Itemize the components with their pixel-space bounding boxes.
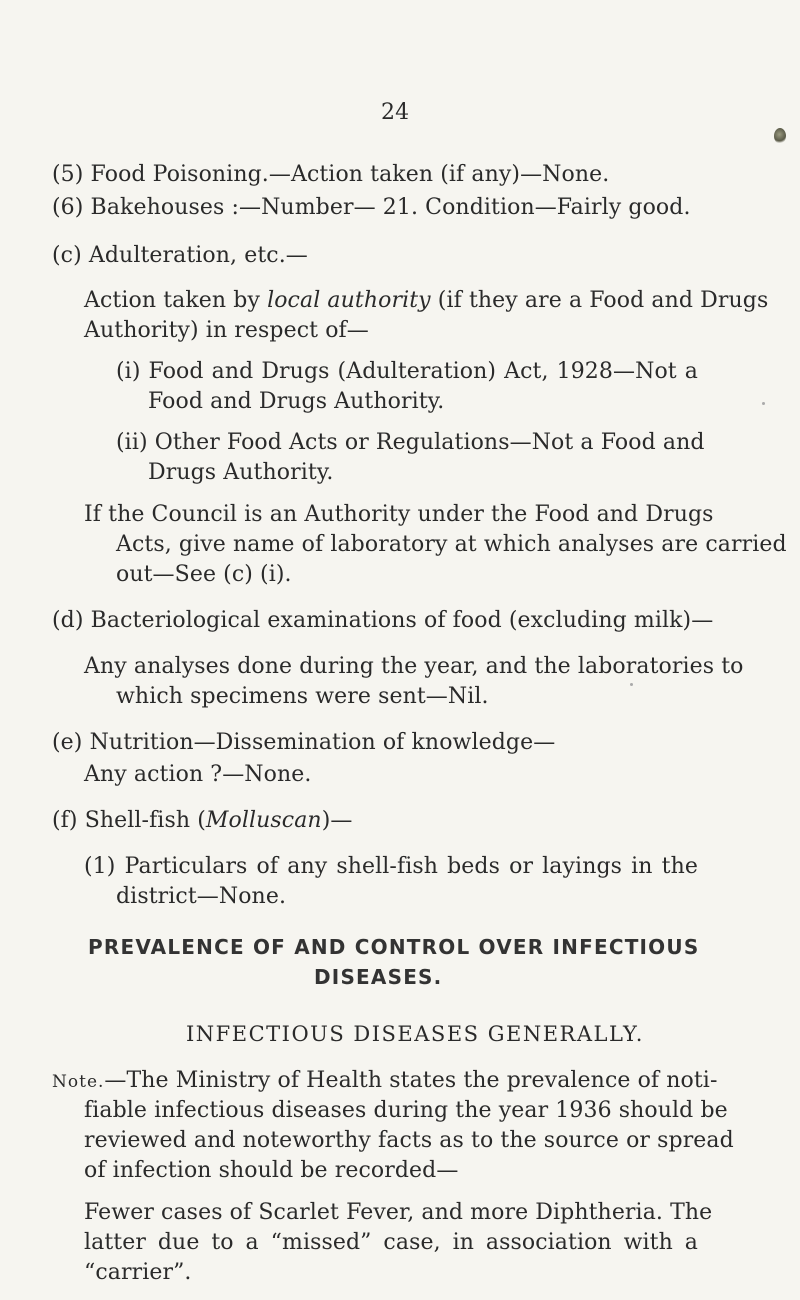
page-number: 24 [381,100,410,125]
c-paragraph-line [84,286,769,315]
c-if-paragraph: If the Council is an Authority under the Food and Drugs [84,502,714,527]
c-p1-italic: local authority [267,288,431,313]
f-head-pre: (f) Shell-fish ( [52,808,206,833]
speck [762,402,765,405]
note-paragraph: reviewed and noteworthy facts as to the source or spread [84,1128,734,1153]
note-paragraph: of infection should be recorded— [84,1158,459,1183]
section-heading: PREVALENCE OF AND CONTROL OVER INFECTIOUS [88,935,700,959]
c-if-paragraph: out—See (c) (i). [116,562,292,587]
f-item-1: district—None. [116,884,287,909]
d-paragraph: which specimens were sent—Nil. [116,684,489,709]
note-findings: “carrier”. [84,1260,192,1285]
heading-c: (c) Adulteration, etc.— [52,243,308,268]
f-head-italic: Molluscan [205,808,322,833]
heading-d: (d) Bacteriological examinations of food (excluding milk)— [52,608,714,633]
subheading: INFECTIOUS DISEASES GENERALLY. [186,1022,644,1046]
f-head-post: )— [321,808,353,833]
e-paragraph: Any action ?—None. [84,762,312,787]
speck [630,683,633,686]
c-item-i: Food and Drugs Authority. [148,389,445,414]
ink-blot [774,128,786,144]
note-paragraph: fiable infectious diseases during the year 1936 should be [84,1098,728,1123]
f-item-1: (1) Particulars of any shell-fish beds or layings in the [84,854,698,879]
note-text: —The Ministry of Health states the prevalence of noti- [104,1068,718,1093]
item-food-poisoning: (5) Food Poisoning.—Action taken (if any)—None. [52,162,610,187]
d-paragraph: Any analyses done during the year, and the laboratories to [84,654,744,679]
heading-e: (e) Nutrition—Dissemination of knowledge— [52,730,556,755]
note-findings: latter due to a “missed” case, in association with a [84,1230,698,1255]
c-if-paragraph: Acts, give name of laboratory at which analyses are carried [116,532,787,557]
note-findings: Fewer cases of Scarlet Fever, and more Diphtheria. The [84,1200,713,1225]
c-item-ii: (ii) Other Food Acts or Regulations—Not a Food and [116,430,705,455]
heading-f [52,806,353,835]
c-item-i: (i) Food and Drugs (Adulteration) Act, 1928—Not a [116,359,698,384]
item-bakehouses: (6) Bakehouses :—Number— 21. Condition—Fairly good. [52,195,691,220]
note-label: Note. [52,1072,105,1092]
c-p1-pre: Action taken by [84,288,268,313]
section-heading: DISEASES. [314,965,443,989]
note-paragraph [52,1066,718,1097]
c-paragraph-line: Authority) in respect of— [84,318,369,343]
c-item-ii: Drugs Authority. [148,460,334,485]
c-p1-post: (if they are a Food and Drugs [430,288,769,313]
